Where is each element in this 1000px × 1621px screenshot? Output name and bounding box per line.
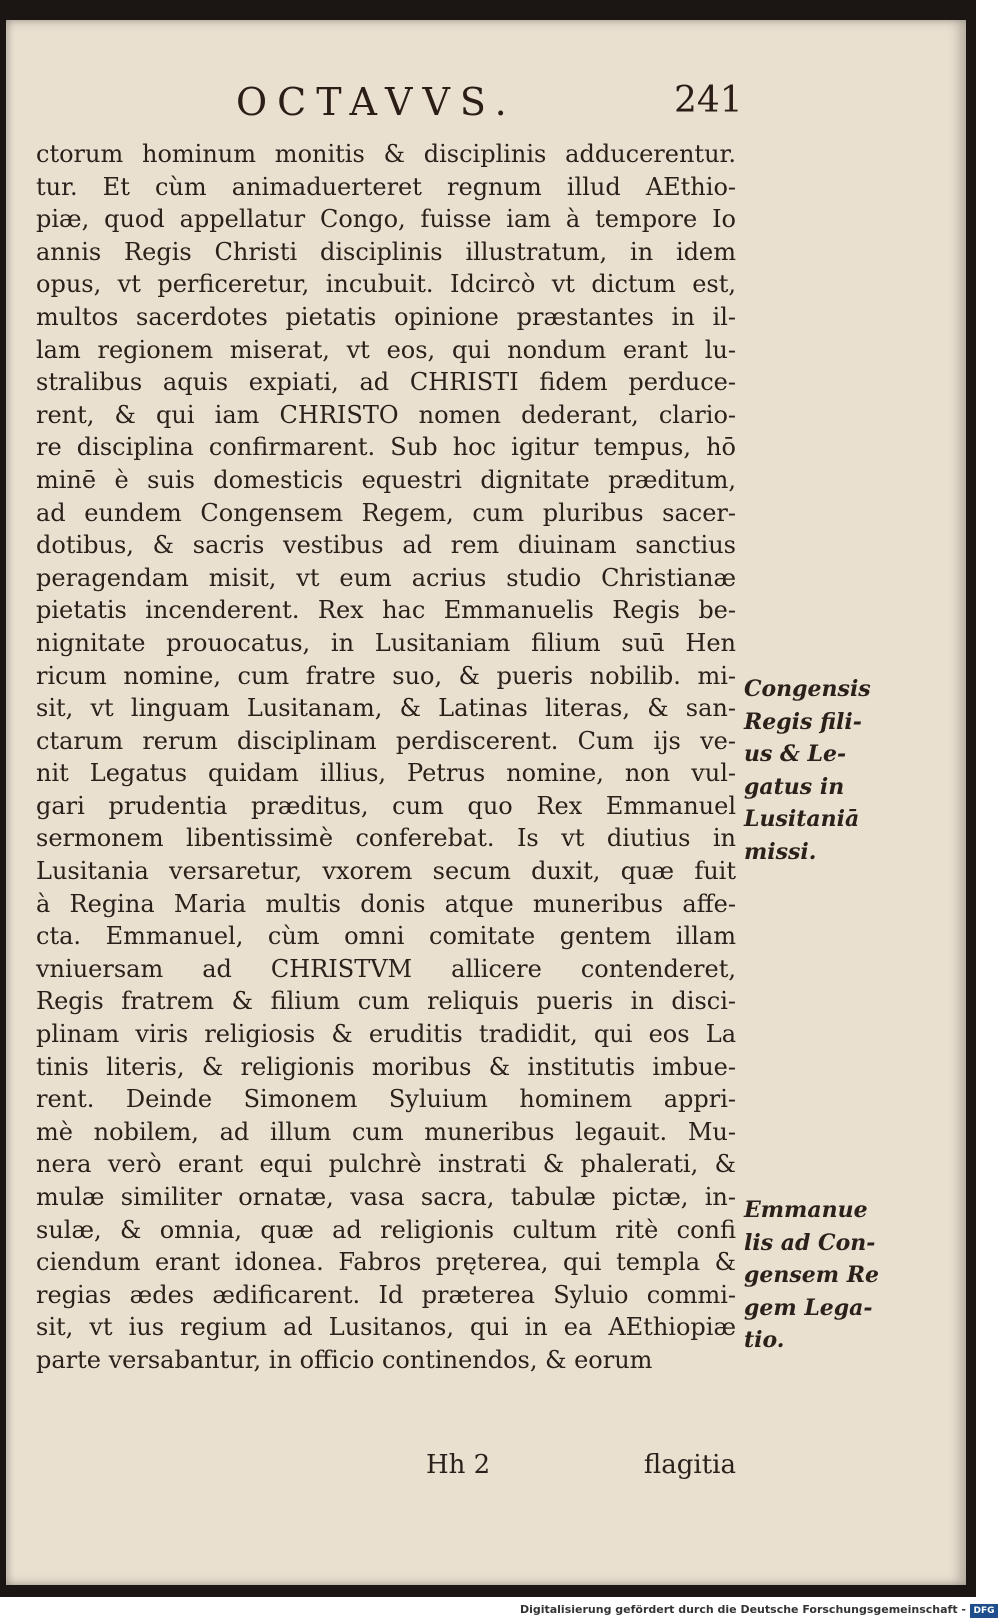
marginal-line: gensem Re bbox=[744, 1262, 879, 1289]
text-line: Regis fratrem & filium cum reliquis pueris in disci- bbox=[36, 987, 736, 1016]
text-line: mè nobilem, ad illum cum muneribus legauit. Mu- bbox=[36, 1117, 736, 1146]
marginal-line: gem Lega- bbox=[744, 1294, 873, 1321]
marginal-line: Congensis bbox=[744, 676, 871, 702]
marginal-note-1 bbox=[744, 673, 871, 869]
marginal-line: Regis fili- bbox=[744, 708, 862, 735]
text-line: dotibus, & sacris vestibus ad rem diuinam sanctius bbox=[36, 531, 736, 560]
text-line: mulæ similiter ornatæ, vasa sacra, tabulæ pictæ, in- bbox=[36, 1183, 736, 1211]
text-line: re disciplina confirmarent. Sub hoc igitur tempus, hō bbox=[36, 433, 736, 462]
text-line: Lusitania versaretur, vxorem secum duxit, quæ fuit bbox=[36, 857, 736, 886]
marginal-line: gatus in bbox=[744, 773, 845, 800]
text-line: à Regina Maria multis donis atque muneribus affe- bbox=[36, 889, 736, 918]
page-footer bbox=[36, 1450, 736, 1486]
text-line: plinam viris religiosis & eruditis tradidit, qui eos La bbox=[36, 1020, 736, 1049]
page-number: 241 bbox=[674, 80, 743, 121]
marginal-line: Lusitaniā bbox=[744, 806, 860, 833]
text-line: annis Regis Christi disciplinis illustratum, in idem bbox=[36, 237, 736, 266]
marginal-line: Emmanue bbox=[744, 1197, 868, 1223]
signature-mark: Hh 2 bbox=[426, 1450, 491, 1480]
text-line: ctorum hominum monitis & disciplinis adducerentur. bbox=[36, 140, 736, 168]
marginal-line: lis ad Con- bbox=[744, 1229, 876, 1256]
text-line: ctarum rerum disciplinam perdiscerent. Cum ijs ve- bbox=[36, 726, 736, 755]
marginal-line: us & Le- bbox=[744, 741, 847, 768]
text-line: pietatis incenderent. Rex hac Emmanuelis Regis be- bbox=[36, 596, 736, 625]
text-line: rent, & qui iam CHRISTO nomen dederant, clario- bbox=[36, 400, 736, 429]
text-line: sulæ, & omnia, quæ ad religionis cultum ritè confi bbox=[36, 1215, 736, 1244]
dfg-logo-icon: DFG bbox=[970, 1604, 998, 1618]
marginal-line: tio. bbox=[744, 1327, 785, 1354]
text-line: sit, vt linguam Lusitanam, & Latinas literas, & san- bbox=[36, 694, 736, 723]
text-line: vniuersam ad CHRISTVM allicere contenderet, bbox=[36, 954, 736, 983]
text-line: lam regionem miserat, vt eos, qui nondum erant lu- bbox=[36, 335, 736, 364]
credit-bar bbox=[0, 1602, 1000, 1621]
marginal-note-2 bbox=[744, 1194, 879, 1357]
body-text bbox=[36, 138, 736, 1377]
text-line: nit Legatus quidam illius, Petrus nomine, non vul- bbox=[36, 759, 736, 788]
running-head: OCTAVVS. bbox=[236, 80, 517, 124]
text-line: opus, vt perficeretur, incubuit. Idcircò vt dictum est, bbox=[36, 270, 736, 299]
text-line: gari prudentia præditus, cum quo Rex Emmanuel bbox=[36, 791, 736, 820]
text-line: ciendum erant idonea. Fabros pręterea, qui templa & bbox=[36, 1248, 736, 1277]
book-page bbox=[6, 20, 966, 1585]
text-line: sermonem libentissimè conferebat. Is vt diutius in bbox=[36, 824, 736, 853]
text-line: tur. Et cùm animaduerteret regnum illud AEthio- bbox=[36, 172, 736, 201]
text-line: rent. Deinde Simonem Syluium hominem appri- bbox=[36, 1085, 736, 1114]
text-line: peragendam misit, vt eum acrius studio Christianæ bbox=[36, 563, 736, 592]
text-line: piæ, quod appellatur Congo, fuisse iam à tempore Io bbox=[36, 205, 736, 234]
text-line: multos sacerdotes pietatis opinione præstantes in il- bbox=[36, 302, 736, 331]
text-line: stralibus aquis expiati, ad CHRISTI fidem perduce- bbox=[36, 368, 736, 397]
text-line: ricum nomine, cum fratre suo, & pueris nobilib. mi- bbox=[36, 661, 736, 690]
marginal-line: missi. bbox=[744, 838, 817, 865]
text-line: minē è suis domesticis equestri dignitate præditum, bbox=[36, 465, 736, 494]
text-line: parte versabantur, in officio continendos, & eorum bbox=[36, 1345, 653, 1374]
text-line: nera verò erant equi pulchrè instrati & phalerati, & bbox=[36, 1150, 736, 1179]
text-line: regias ædes ædificarent. Id præterea Syluio commi- bbox=[36, 1280, 736, 1309]
catchword: flagitia bbox=[643, 1450, 736, 1480]
text-line: sit, vt ius regium ad Lusitanos, qui in ea AEthiopiæ bbox=[36, 1313, 736, 1342]
credit-text: Digitalisierung gefördert durch die Deutsche Forschungsgemeinschaft - bbox=[519, 1603, 966, 1616]
text-line: ad eundem Congensem Regem, cum pluribus sacer- bbox=[36, 498, 736, 527]
text-line: cta. Emmanuel, cùm omni comitate gentem illam bbox=[36, 922, 736, 951]
text-line: tinis literis, & religionis moribus & institutis imbue- bbox=[36, 1052, 736, 1081]
text-line: nignitate prouocatus, in Lusitaniam filium suū Hen bbox=[36, 628, 736, 657]
